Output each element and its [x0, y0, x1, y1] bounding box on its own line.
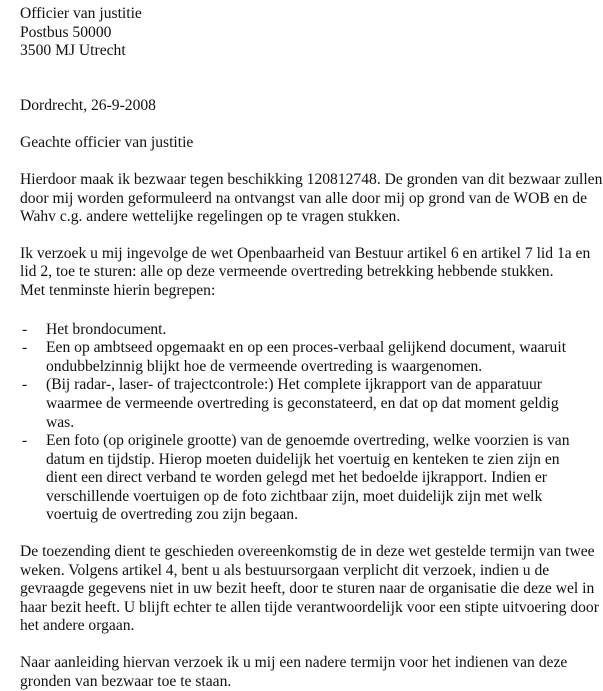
text-line: Naar aanleiding hiervan verzoek ik u mij een nadere termijn voor het indienen van deze — [20, 654, 568, 672]
bullet-dash: - — [22, 376, 28, 394]
paragraph-closing — [20, 654, 600, 691]
text-line: Wahv c.g. andere wettelijke regelingen op te vragen stukken. — [20, 208, 401, 226]
address-line: Postbus 50000 — [20, 23, 112, 41]
list-item — [20, 432, 600, 525]
bullet-dash: - — [22, 432, 28, 450]
address-line: Officier van justitie — [20, 5, 142, 22]
list-item — [20, 376, 600, 432]
paragraph-objection — [20, 170, 603, 227]
date-line: Dordrecht, 26-9-2008 — [20, 96, 156, 114]
text-line: gevraagde gegevens niet in uw bezit heeft, door te sturen naar de organisatie die deze wel in — [20, 580, 595, 598]
paragraph-request — [20, 245, 600, 301]
list-item — [20, 321, 600, 340]
text-line: was. — [46, 413, 75, 431]
text-line: Hierdoor maak ik bezwaar tegen beschikking 120812748. De gronden van dit bezwaar zullen — [20, 170, 603, 188]
bullet-dash: - — [22, 339, 28, 357]
text-line: weken. Volgens artikel 4, bent u als bestuursorgaan verplicht dit verzoek, indien u de — [20, 561, 550, 579]
text-line: dient een direct verband te worden gelegd met het bedoelde ijkrapport. Indien er — [46, 469, 547, 487]
list-item — [20, 339, 600, 376]
text-line: datum en tijdstip. Hierop moeten duidelijk het voertuig en kenteken te zien zijn en — [46, 450, 560, 468]
text-line: door mij worden geformuleerd na ontvangst van alle door mij op grond van de WOB en de — [20, 189, 588, 207]
bullet-dash: - — [22, 320, 28, 338]
text-line: gronden van bezwaar toe te staan. — [20, 672, 232, 690]
text-line: haar bezit heeft. U blijft echter te allen tijde verantwoordelijk voor een stipte uitvoering door — [20, 598, 599, 616]
letter-page — [20, 5, 603, 691]
text-line: waarmee de vermeende overtreding is geconstateerd, en dat op dat moment geldig — [46, 394, 559, 412]
salutation: Geachte officier van justitie — [20, 134, 194, 152]
text-line: het andere orgaan. — [20, 617, 135, 635]
paragraph-term — [20, 543, 600, 636]
text-line: Een op ambtseed opgemaakt en op een proces-verbaal gelijkend document, waaruit — [46, 339, 567, 357]
text-line: Ik verzoek u mij ingevolge de wet Openbaarheid van Bestuur artikel 6 en artikel 7 lid 1a en — [20, 244, 591, 262]
text-line: (Bij radar-, laser- of trajectcontrole:) Het complete ijkrapport van de apparatuur — [46, 376, 542, 394]
text-line: ondubbelzinnig blijkt hoe de vermeende overtreding is waargenomen. — [46, 357, 483, 375]
address-line: 3500 MJ Utrecht — [20, 42, 126, 60]
text-line: voertuig de overtreding zou zijn begaan. — [46, 506, 299, 524]
text-line: De toezending dient te geschieden overeenkomstig de in deze wet gestelde termijn van twee — [20, 543, 595, 561]
text-line: Met tenminste hierin begrepen: — [20, 281, 216, 299]
text-line: Een foto (op originele grootte) van de genoemde overtreding, welke voorzien is van — [46, 432, 570, 450]
requested-documents-list — [20, 321, 600, 526]
text-line: verschillende voertuigen op de foto zichtbaar zijn, moet duidelijk zijn met welk — [46, 487, 543, 505]
text-line: Het brondocument. — [46, 320, 167, 338]
text-line: lid 2, toe te sturen: alle op deze vermeende overtreding betrekking hebbende stukken. — [20, 263, 554, 281]
recipient-address — [20, 5, 600, 61]
